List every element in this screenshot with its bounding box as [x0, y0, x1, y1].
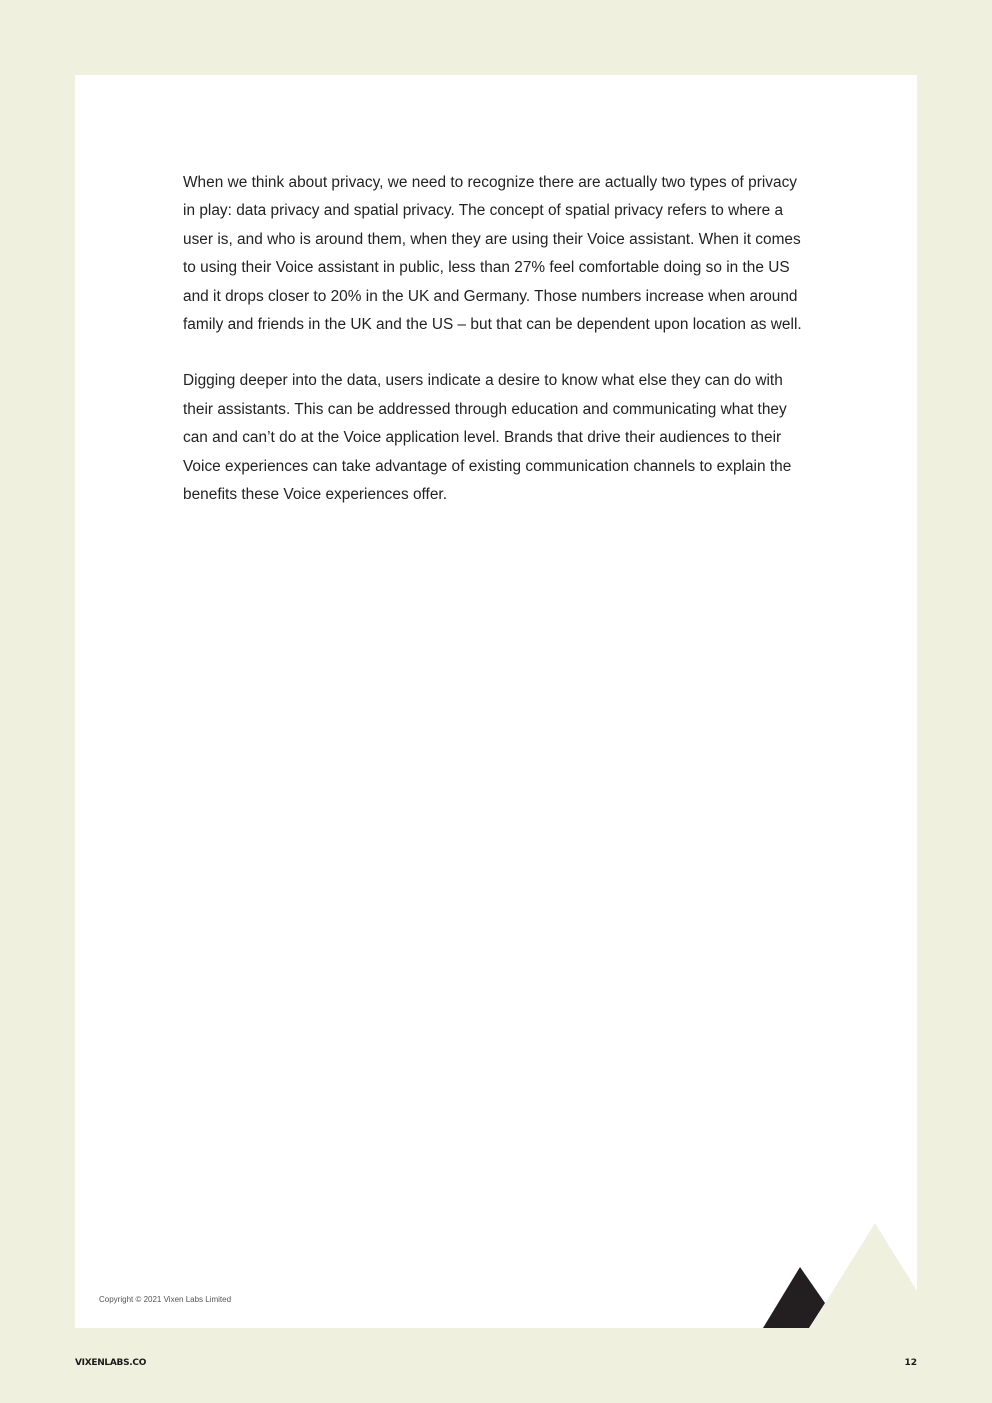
footer-site: VIXENLABS.CO: [75, 1358, 147, 1368]
paragraph-2: Digging deeper into the data, users indicate a desire to know what else they can do with their assistants. This can be addressed through education and communicating what they can and can’t do at the Voice application level. Brands that drive their audiences to their Voice experiences can take advantage of existing communication channels to explain the benefits these Voice experiences offer.: [183, 372, 792, 504]
decorative-triangles: [75, 75, 917, 1328]
page-number: 12: [904, 1358, 917, 1368]
paragraph-1: When we think about privacy, we need to recognize there are actually two types of privacy in play: data privacy and spatial privacy. The concept of spatial privacy refers to where a user is, and who is around them, when they are using their Voice assistant. When it comes to using their Voice assistant in public, less than 27% feel comfortable doing so in the US and it drops closer to 20% in the UK and Germany. Those numbers increase when around family and friends in the UK and the US – but that can be dependent upon location as well.: [183, 174, 802, 334]
page-card: [75, 75, 917, 1328]
copyright-notice: Copyright © 2021 Vixen Labs Limited: [99, 1295, 232, 1304]
